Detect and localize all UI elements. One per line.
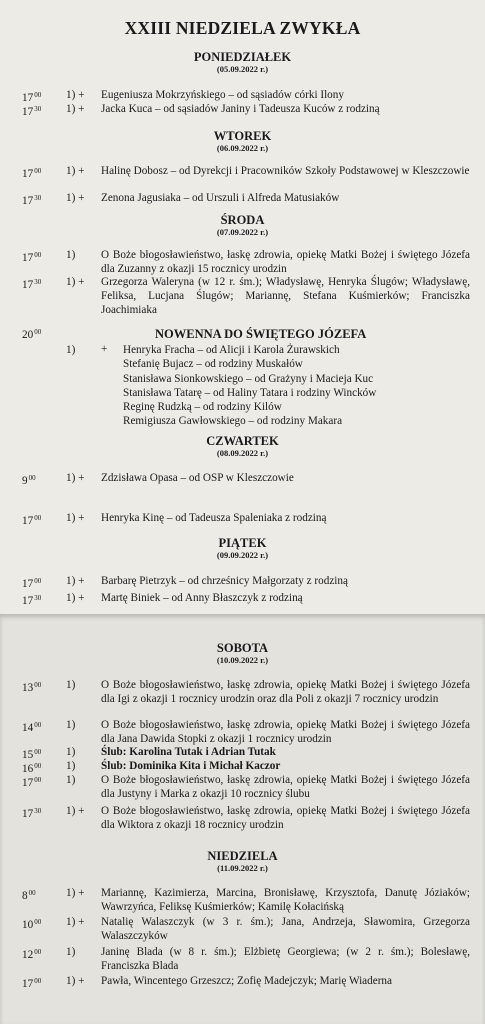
day-name: CZWARTEK: [206, 434, 279, 448]
mass-time: $17^{00}$: [22, 91, 42, 104]
mass-intention-text: Henryka Kinę – od Tadeusza Spaleniaka z rodziną: [101, 512, 327, 524]
day-date: (09.09.2022 r.): [216, 550, 269, 560]
mass-intention-text: Mariannę, Kazimierza, Marcina, Bronisławę, Krzysztofa, Danutę Józiaków; Wawrzyńca, Feliksę Kuśmierków; Kamilę Kołacińską: [101, 887, 470, 913]
mass-intention-number: 1) +: [66, 975, 85, 987]
mass-intention-text: Jacka Kuca – od sąsiadów Janiny i Tadeusza Kuców z rodziną: [101, 103, 380, 115]
day-header-saturday: [0, 641, 485, 665]
novena-cross: +: [101, 343, 108, 355]
wedding-text: Ślub: Karolina Tutak i Adrian Tutak: [101, 746, 276, 758]
mass-intention-text: O Boże błogosławieństwo, łaskę zdrowia, opiekę Matki Bożej i świętego Józefa dla Wiktora z okazji 18 rocznicy urodzin: [101, 805, 470, 831]
day-header-tuesday: [0, 129, 485, 153]
mass-intention-text: Zdzisława Opasa – od OSP w Kleszczowie: [101, 472, 294, 484]
day-name: SOBOTA: [216, 641, 269, 655]
mass-intention-text: O Boże błogosławieństwo, łaskę zdrowia, opiekę Matki Bożej i świętego Józefa dla Justyny i Marka z okazji 10 rocznicy ślubu: [101, 774, 470, 800]
mass-intention-text: Pawła, Wincentego Grzeszcz; Zofię Madejczyk; Marię Wiaderna: [101, 975, 392, 987]
mass-time: $10^{00}$: [22, 918, 42, 931]
list-item: Henryka Fracha – od Alicji i Karola Żurawskich: [123, 344, 340, 356]
mass-time: $16^{00}$: [22, 762, 42, 775]
mass-intention-number: 1) +: [66, 192, 85, 204]
mass-intention-number: 1) +: [66, 805, 85, 817]
day-header-friday: [0, 536, 485, 560]
mass-intention-number: 1): [66, 719, 76, 731]
day-date: (07.09.2022 r.): [216, 227, 269, 237]
mass-intention-number: 1) +: [66, 512, 85, 524]
day-name: ŚRODA: [220, 213, 265, 227]
list-item: Stanisława Tatarę – od Haliny Tatara i rodziny Wincków: [123, 386, 377, 399]
mass-time: $13^{00}$: [22, 681, 42, 694]
mass-time: $17^{30}$: [22, 278, 42, 291]
mass-time: $17^{30}$: [22, 194, 42, 207]
page-title: XXIII NIEDZIELA ZWYKŁA: [124, 18, 361, 38]
mass-time: $17^{30}$: [22, 105, 42, 118]
list-item: Stanisława Sionkowskiego – od Grażyny i Macieja Kuc: [123, 372, 374, 385]
mass-intention-number: 1) +: [66, 916, 85, 928]
novena-list: [123, 343, 376, 429]
mass-intention-number: 1): [66, 946, 76, 958]
day-name: PIĄTEK: [218, 536, 267, 550]
mass-intention-text: Grzegorza Waleryna (w 12 r. śm.); Władysławę, Henryka Ślugów; Władysławę, Feliksa, Lucjana Ślugów; Mariannę, Stefana Kuśmierków; Franciszka Joachimiaka: [101, 276, 470, 316]
mass-intention-text: Martę Biniek – od Anny Błaszczyk z rodziną: [101, 592, 303, 604]
mass-intention-text: O Boże błogosławieństwo, łaskę zdrowia, opiekę Matki Bożej i świętego Józefa dla Igi z okazji 1 rocznicy urodzin oraz dla Poli z okazji 7 rocznicy urodzin: [101, 679, 470, 705]
mass-intention-text: Halinę Dobosz – od Dyrekcji i Pracowników Szkoły Podstawowej w Kleszczowie: [101, 165, 470, 177]
mass-time: $17^{00}$: [22, 251, 42, 264]
mass-time: $17^{00}$: [22, 167, 42, 180]
mass-time: $8^{00}$: [22, 889, 36, 902]
day-date: (08.09.2022 r.): [216, 448, 269, 458]
mass-intention-number: 1) +: [66, 276, 85, 288]
day-name: WTOREK: [213, 129, 272, 143]
mass-intention-number: 1) +: [66, 592, 85, 604]
mass-time: $17^{00}$: [22, 514, 42, 527]
mass-time: $15^{00}$: [22, 748, 42, 761]
day-date: (11.09.2022 r.): [217, 863, 268, 873]
mass-intention-number: 1): [66, 746, 76, 758]
mass-intention-text: Zenona Jagusiaka – od Urszuli i Alfreda Matusiaków: [101, 192, 340, 204]
mass-time: $14^{00}$: [22, 721, 42, 734]
day-header-wednesday: [0, 213, 485, 237]
day-date: (06.09.2022 r.): [216, 143, 269, 153]
mass-intention-number: 1) +: [66, 165, 85, 177]
mass-intention-number: 1) +: [66, 575, 85, 587]
list-item: Stefanię Bujacz – od rodziny Muskałów: [123, 358, 303, 371]
mass-intention-text: O Boże błogosławieństwo, łaskę zdrowia, opiekę Matki Bożej i świętego Józefa dla Zuzanny z okazji 15 rocznicy urodzin: [101, 249, 470, 275]
mass-intention-text: Natalię Walaszczyk (w 3 r. śm.); Jana, Andrzeja, Sławomira, Grzegorza Walaszczyków: [101, 916, 470, 942]
list-item: Reginę Rudzką – od rodziny Kilów: [123, 401, 282, 414]
mass-intention-number: 1): [66, 679, 76, 691]
mass-time: $9^{00}$: [22, 474, 36, 487]
mass-intention-number: 1) +: [66, 472, 85, 484]
day-header-thursday: [0, 434, 485, 458]
mass-intention-text: Eugeniusza Mokrzyńskiego – od sąsiadów córki Ilony: [101, 89, 344, 101]
mass-time: $17^{00}$: [22, 577, 42, 590]
list-item: Remigiusza Gawłowskiego – od rodziny Makara: [123, 415, 343, 428]
day-name: NIEDZIELA: [207, 849, 278, 863]
day-header-sunday: [0, 849, 485, 873]
day-date: (10.09.2022 r.): [216, 655, 269, 665]
day-header-monday: [0, 50, 485, 74]
day-name: PONIEDZIAŁEK: [193, 50, 292, 64]
mass-intention-number: 1): [66, 760, 76, 772]
mass-time: $17^{00}$: [22, 776, 42, 789]
mass-time: $12^{00}$: [22, 948, 42, 961]
novena-header: NOWENNA DO ŚWIĘTEGO JÓZEFA: [155, 327, 367, 341]
mass-time: $17^{30}$: [22, 594, 42, 607]
mass-intention-text: Barbarę Pietrzyk – od chrześnicy Małgorzaty z rodziną: [101, 575, 348, 587]
day-date: (05.09.2022 r.): [216, 64, 269, 74]
mass-intention-number: 1): [66, 249, 76, 261]
wedding-text: Ślub: Dominika Kita i Michał Kaczor: [101, 760, 281, 772]
mass-intention-text: Janinę Blada (w 8 r. śm.); Elżbietę Georgiewa; (w 2 r. śm.); Bolesławę, Franciszka Blada: [101, 946, 470, 972]
mass-intention-number: 1) +: [66, 887, 85, 899]
mass-intention-text: O Boże błogosławieństwo, łaskę zdrowia, opiekę Matki Bożej i świętego Józefa dla Jana Dawida Stopki z okazji 1 rocznicy urodzin: [101, 719, 470, 745]
mass-intention-number: 1): [66, 774, 76, 786]
mass-time: $17^{00}$: [22, 977, 42, 990]
mass-time: $17^{30}$: [22, 807, 42, 820]
mass-intention-number: 1) +: [66, 103, 85, 115]
mass-intention-number: 1) +: [66, 89, 85, 101]
